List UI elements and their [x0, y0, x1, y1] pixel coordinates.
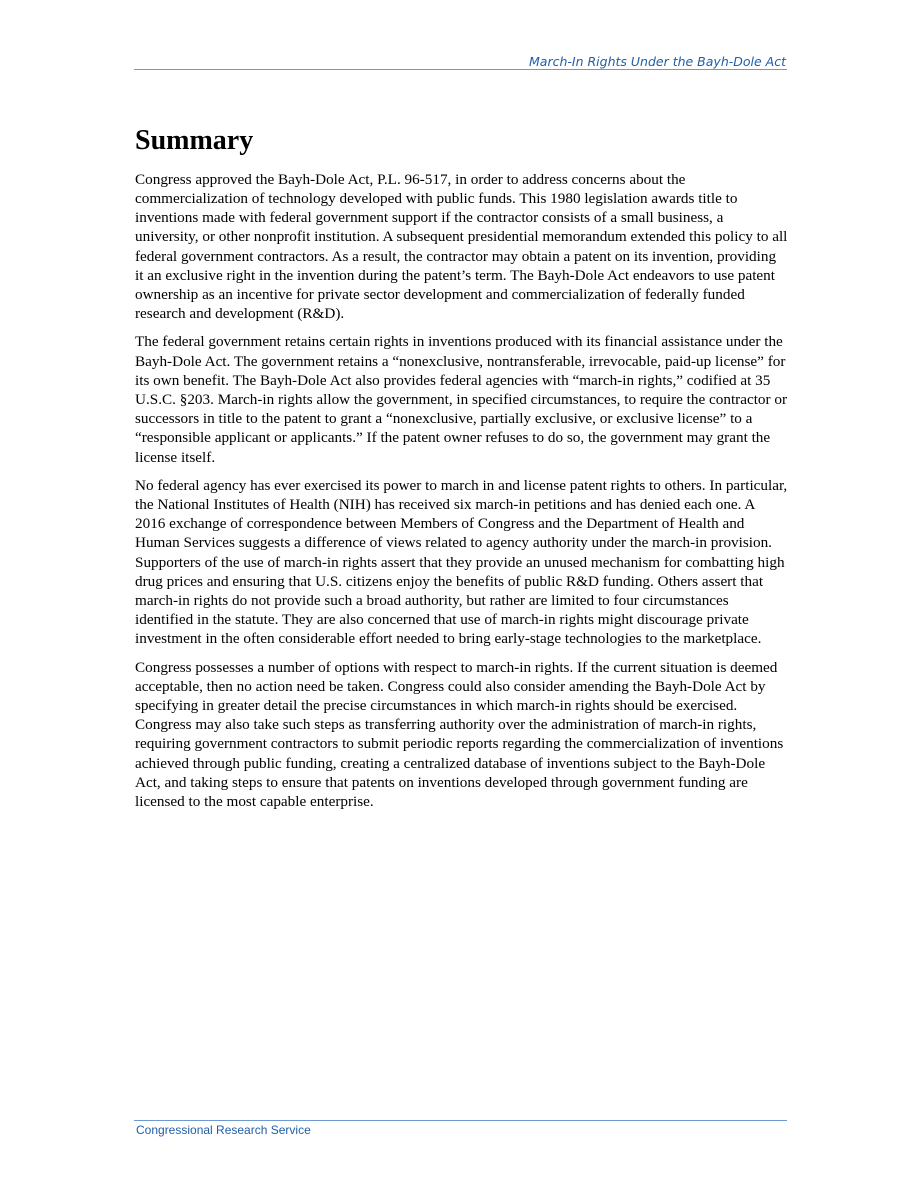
- footer-divider: [134, 1120, 787, 1121]
- header-divider: [134, 69, 787, 70]
- summary-heading: Summary: [135, 125, 254, 156]
- footer-organization: Congressional Research Service: [136, 1123, 311, 1137]
- paragraph-3: No federal agency has ever exercised its power to march in and license patent rights to others. In particular, the National Institutes of Health (NIH) has received six march-in petitions and has denied each one. A 2016 exchange of correspondence between Members of Congress and the Department of Health and Human Services suggests a difference of views related to agency authority under the march-in provision. Supporters of the use of march-in rights assert that they provide an unused mechanism for combatting high drug prices and ensuring that U.S. citizens enjoy the benefits of public R&D funding. Others assert that march-in rights do not provide such a broad authority, but rather are limited to four circumstances identified in the statute. They are also concerned that use of march-in rights might discourage private investment in the often considerable effort needed to bring early-stage technologies to the marketplace.: [135, 476, 788, 648]
- main-content: [135, 126, 788, 820]
- paragraph-4: Congress possesses a number of options with respect to march-in rights. If the current situation is deemed acceptable, then no action need be taken. Congress could also consider amending the Bayh-Dole Act by specifying in greater detail the precise circumstances in which march-in rights should be exercised. Congress may also take such steps as transferring authority over the administration of march-in rights, requiring government contractors to submit periodic reports regarding the commercialization of inventions achieved through public funding, creating a centralized database of inventions subject to the Bayh-Dole Act, and taking steps to ensure that patents on inventions developed through government funding are licensed to the most capable enterprise.: [135, 658, 784, 811]
- running-header-title: March-In Rights Under the Bayh-Dole Act: [529, 54, 786, 69]
- paragraph-2: The federal government retains certain rights in inventions produced with its financial assistance under the Bayh-Dole Act. The government retains a “nonexclusive, nontransferable, irrevocable, paid-up license” for its own benefit. The Bayh-Dole Act also provides federal agencies with “march-in rights,” codified at 35 U.S.C. §203. March-in rights allow the government, in specified circumstances, to require the contractor or successors in title to the patent to grant a “nonexclusive, partially exclusive, or exclusive license” to a “responsible applicant or applicants.” If the patent owner refuses to do so, the government may grant the license itself.: [135, 333, 788, 466]
- paragraph-1: Congress approved the Bayh-Dole Act, P.L. 96-517, in order to address concerns about the commercialization of technology developed with public funds. This 1980 legislation awards title to inventions made with federal government support if the contractor consists of a small business, a university, or other nonprofit institution. A subsequent presidential memorandum extended this policy to all federal government contractors. As a result, the contractor may obtain a patent on its invention, providing it an exclusive right in the invention during the patent’s term. The Bayh-Dole Act endeavors to use patent ownership as an incentive for private sector development and commercialization of federally funded research and development (R&D).: [135, 170, 788, 323]
